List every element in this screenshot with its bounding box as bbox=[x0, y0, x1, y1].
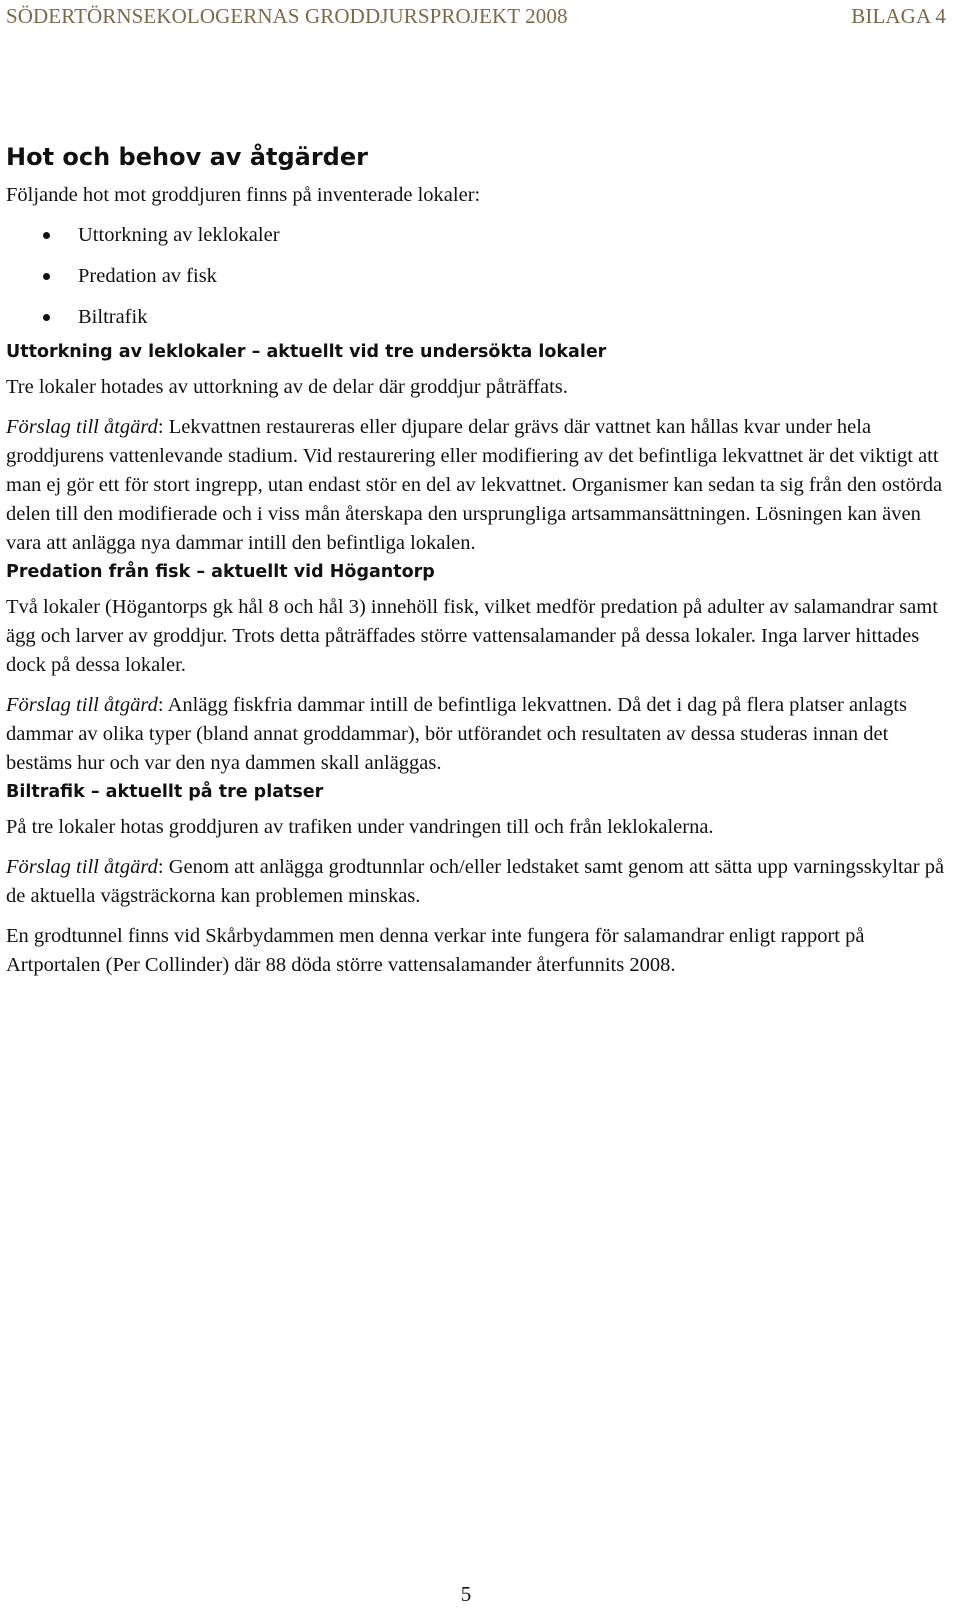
paragraph bbox=[6, 922, 952, 980]
paragraph-text: På tre lokaler hotas groddjuren av trafiken under vandringen till och från leklokalerna. bbox=[6, 816, 714, 838]
bullet-icon bbox=[43, 314, 50, 321]
page-header bbox=[6, 4, 946, 34]
paragraph bbox=[6, 413, 952, 558]
section-heading-predation: Predation från fisk – aktuellt vid Högantorp bbox=[6, 562, 435, 582]
bullet-icon bbox=[43, 232, 50, 239]
list-item bbox=[6, 256, 952, 297]
paragraph-text: Två lokaler (Högantorps gk hål 8 och hål 3) innehöll fisk, vilket medför predation på adulter av salamandrar samt ägg och larver av groddjur. Trots detta påträffades större vattensalamander på dessa lokaler. Inga larver hittades dock på dessa lokaler. bbox=[6, 596, 938, 676]
document-body bbox=[6, 140, 952, 980]
paragraph bbox=[6, 853, 952, 911]
threat-list bbox=[6, 215, 952, 338]
list-item bbox=[6, 297, 952, 338]
section-heading-traffic: Biltrafik – aktuellt på tre platser bbox=[6, 782, 324, 802]
list-item bbox=[6, 215, 952, 256]
proposal-label: Förslag till åtgärd bbox=[6, 416, 158, 438]
list-item-text: Uttorkning av leklokaler bbox=[78, 224, 280, 246]
intro-text: Följande hot mot groddjuren finns på inventerade lokaler: bbox=[6, 184, 481, 206]
page-number: 5 bbox=[460, 1582, 472, 1606]
paragraph-text: : Lekvattnen restaureras eller djupare delar grävs där vattnet kan hållas kvar under hela groddjurens vattenlevande stadium. Vid restaurering eller modifiering av det befintliga lekvattnet är det viktigt att man ej gör ett för stort ingrepp, utan endast stör en del av lekvattnet. Organismer kan sedan ta sig från den ostörda delen till den modifierade och i viss mån återskapa den ursprungliga artsammansättningen. Lösningen kan även vara att anlägga nya dammar intill den befintliga lokalen. bbox=[6, 416, 943, 554]
paragraph bbox=[6, 813, 952, 842]
paragraph-text: : Genom att anlägga grodtunnlar och/eller ledstaket samt genom att sätta upp varningsskyltar på de aktuella vägsträckorna kan problemen minskas. bbox=[6, 856, 945, 907]
page-title: Hot och behov av åtgärder bbox=[6, 143, 368, 171]
paragraph-text: : Anlägg fiskfria dammar intill de befintliga lekvattnen. Då det i dag på flera platser anlagts dammar av olika typer (bland annat groddammar), bör utförandet och resultaten av dessa studeras innan det bestäms hur och var den nya dammen skall anläggas. bbox=[6, 694, 908, 774]
paragraph bbox=[6, 593, 952, 680]
paragraph-text: En grodtunnel finns vid Skårbydammen men denna verkar inte fungera för salamandrar enligt rapport på Artportalen (Per Collinder) där 88 döda större vattensalamander återfunnits 2008. bbox=[6, 925, 865, 976]
list-item-text: Predation av fisk bbox=[78, 265, 217, 287]
proposal-label: Förslag till åtgärd bbox=[6, 694, 158, 716]
proposal-label: Förslag till åtgärd bbox=[6, 856, 158, 878]
bullet-icon bbox=[43, 273, 50, 280]
header-project-title: SÖDERTÖRNSEKOLOGERNAS GRODDJURSPROJEKT 2008 bbox=[6, 4, 568, 28]
paragraph bbox=[6, 691, 952, 778]
list-item-text: Biltrafik bbox=[78, 306, 148, 328]
paragraph bbox=[6, 373, 952, 402]
paragraph-text: Tre lokaler hotades av uttorkning av de delar där groddjur påträffats. bbox=[6, 376, 568, 398]
section-heading-drying: Uttorkning av leklokaler – aktuellt vid tre undersökta lokaler bbox=[6, 342, 607, 362]
header-appendix-label: BILAGA 4 bbox=[851, 4, 946, 28]
